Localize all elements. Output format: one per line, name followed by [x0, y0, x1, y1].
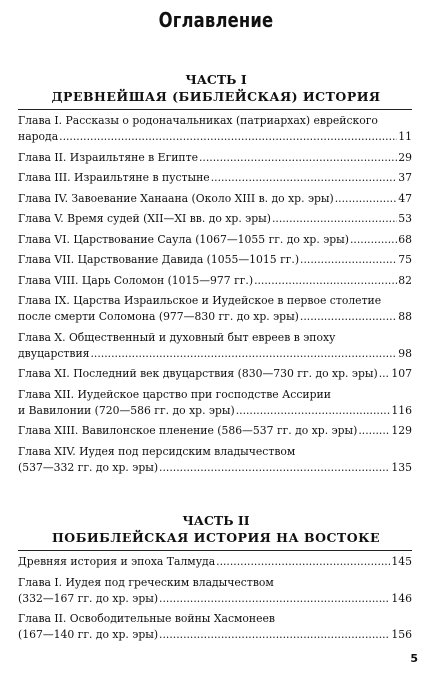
dot-leader	[300, 309, 397, 325]
dot-leader	[159, 460, 390, 476]
toc-page-number: 129	[391, 424, 412, 437]
toc-entry-title-line: Глава I. Рассказы о родоначальниках (патриархах) еврейского	[18, 114, 378, 127]
dot-leader	[350, 232, 397, 248]
toc-page-number: 11	[398, 130, 412, 143]
toc-entry[interactable]	[18, 444, 412, 476]
toc-entry-title: Глава V. Время судей (XII—XI вв. до хр. эры)	[18, 212, 271, 225]
dot-leader	[358, 423, 390, 439]
toc-page-number: 82	[398, 273, 412, 287]
divider	[18, 550, 412, 551]
part-heading	[0, 513, 432, 546]
toc-entry[interactable]	[18, 387, 412, 419]
toc-page-number: 156	[391, 628, 412, 641]
toc-page-number: 116	[391, 403, 412, 417]
toc-entry-title: Глава VI. Царствование Саула (1067—1055 гг. до хр. эры)	[18, 232, 349, 246]
toc-entry-title: (332—167 гг. до хр. эры)	[18, 591, 159, 605]
toc-entry-title-line: Глава II. Освободительные войны Хасмонеев	[18, 612, 275, 625]
toc-page-number: 68	[398, 232, 412, 246]
divider	[18, 109, 412, 110]
dot-leader	[236, 403, 391, 419]
toc-entry-title: Глава III. Израильтяне в пустыне	[18, 171, 210, 184]
toc-entry[interactable]	[18, 293, 412, 325]
dot-leader	[159, 627, 390, 643]
page-title: Оглавление	[158, 8, 274, 32]
toc-page-number: 146	[391, 591, 412, 605]
part-label: ЧАСТЬ I	[185, 72, 247, 87]
toc-page-number: 88	[398, 310, 412, 323]
toc-entry-title: Глава VII. Царствование Давида (1055—1015 гг.)	[18, 253, 300, 266]
toc-entry-title: (537—332 гг. до хр. эры)	[18, 460, 159, 474]
toc-page-number: 75	[398, 253, 412, 266]
dot-leader	[379, 366, 391, 382]
toc-entry-title: Древняя история и эпоха Талмуда	[18, 555, 216, 568]
page-number: 5	[410, 652, 418, 665]
toc-page-number: 135	[391, 460, 412, 474]
toc-entry-title: Глава XIII. Вавилонское пленение (586—537 гг. до хр. эры)	[18, 424, 358, 437]
dot-leader	[199, 150, 397, 166]
toc-entry-title: народа	[18, 130, 59, 143]
toc-entry-title-line: Глава XII. Иудейское царство при господстве Ассирии	[18, 387, 331, 401]
part-title: ПОБИБЛЕЙСКАЯ ИСТОРИЯ НА ВОСТОКЕ	[52, 530, 380, 545]
toc-entry-title-line: Глава XIV. Иудея под персидским владычеством	[18, 444, 296, 458]
toc-entry-title: Глава IV. Завоевание Ханаана (Около XIII в. до хр. эры)	[18, 191, 334, 205]
toc-page-number: 29	[398, 150, 412, 164]
dot-leader	[216, 554, 390, 570]
dot-leader	[159, 591, 390, 607]
toc-entry[interactable]	[18, 113, 412, 145]
dot-leader	[300, 252, 397, 268]
toc-entry[interactable]	[18, 252, 412, 268]
toc-entry-title: Глава II. Израильтяне в Египте	[18, 150, 198, 164]
part-title: ДРЕВНЕЙШАЯ (БИБЛЕЙСКАЯ) ИСТОРИЯ	[51, 89, 381, 104]
toc-page-number: 37	[398, 171, 412, 184]
part-heading	[0, 72, 432, 105]
dot-leader	[59, 129, 397, 145]
toc-entry-title: Глава XI. Последний век двуцарствия (830—730 гг. до хр. эры)	[18, 367, 378, 380]
toc-list-part-1	[18, 113, 412, 480]
toc-entry-title: (167—140 гг. до хр. эры)	[18, 628, 159, 641]
toc-entry[interactable]	[18, 150, 412, 166]
toc-entry[interactable]	[18, 211, 412, 227]
toc-entry-title: после смерти Соломона (977—830 гг. до хр. эры)	[18, 310, 299, 323]
toc-entry-title-line: Глава IX. Царства Израильское и Иудейское в первое столетие	[18, 294, 382, 307]
toc-entry[interactable]	[18, 232, 412, 248]
toc-page-number: 47	[398, 191, 412, 205]
toc-page-number: 145	[391, 555, 412, 568]
toc-entry-title: и Вавилонии (720—586 гг. до хр. эры)	[18, 403, 235, 417]
toc-page-number: 53	[398, 212, 412, 225]
toc-entry[interactable]	[18, 575, 412, 607]
toc-entry[interactable]	[18, 611, 412, 643]
dot-leader	[211, 170, 398, 186]
toc-entry-title: Глава VIII. Царь Соломон (1015—977 гг.)	[18, 273, 254, 287]
dot-leader	[272, 211, 397, 227]
toc-entry[interactable]	[18, 423, 412, 439]
toc-entry[interactable]	[18, 330, 412, 362]
toc-entry-title: двуцарствия	[18, 346, 90, 360]
toc-entry[interactable]	[18, 366, 412, 382]
dot-leader	[254, 273, 397, 289]
dot-leader	[90, 346, 397, 362]
toc-page-number: 98	[398, 346, 412, 360]
toc-list-part-2	[18, 554, 412, 648]
toc-entry-title-line: Глава I. Иудея под греческим владычеством	[18, 575, 274, 589]
part-label: ЧАСТЬ II	[182, 513, 250, 528]
toc-entry[interactable]	[18, 273, 412, 289]
toc-entry[interactable]	[18, 191, 412, 207]
toc-entry[interactable]	[18, 554, 412, 570]
toc-entry-title-line: Глава X. Общественный и духовный быт евреев в эпоху	[18, 330, 336, 344]
toc-page-number: 107	[391, 367, 412, 380]
dot-leader	[335, 191, 398, 207]
toc-entry[interactable]	[18, 170, 412, 186]
